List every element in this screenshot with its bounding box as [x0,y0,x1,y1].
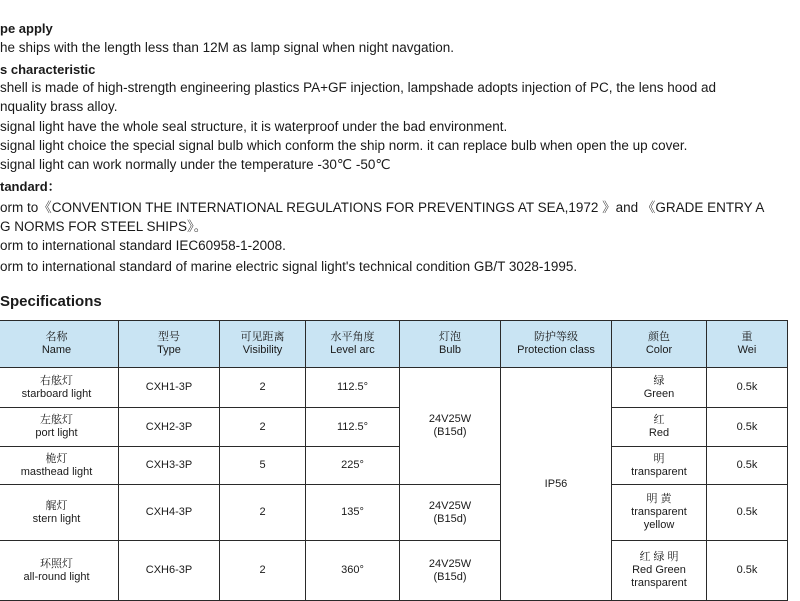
table-header-row [0,321,788,368]
cell-name: 右舷灯 starboard light [0,368,119,408]
doc-line: orm to international standard IEC60958-1-2008. [0,238,286,253]
cell-color: 红 绿 明 Red Green transparent [612,541,707,601]
cell-weight: 0.5k [707,485,788,541]
cell-color: 红 Red [612,408,707,447]
header-type: 型号 Type [119,321,220,368]
table-row [0,408,788,447]
table-row [0,447,788,485]
doc-line: orm to《CONVENTION THE INTERNATIONAL REGULATIONS FOR PREVENTINGS AT SEA,1972 》and 《GRADE ENTRY A [0,200,765,215]
doc-line: shell is made of high-strength engineering plastics PA+GF injection, lampshade adopts injection of PC, the lens hood ad [0,80,717,95]
cell-type: CXH6-3P [119,541,220,601]
doc-line: signal light have the whole seal structure, it is waterproof under the bad environment. [0,119,508,134]
cell-weight: 0.5k [707,368,788,408]
cell-color: 明 transparent [612,447,707,485]
header-color: 颜色 Color [612,321,707,368]
cell-level-arc: 112.5° [306,408,400,447]
section-heading-characteristic: s characteristic [0,62,96,77]
table-row [0,541,788,601]
cell-type: CXH4-3P [119,485,220,541]
specifications-title: Specifications [0,293,102,310]
cell-type: CXH1-3P [119,368,220,408]
cell-level-arc: 360° [306,541,400,601]
cell-weight: 0.5k [707,447,788,485]
doc-line: signal light choice the special signal bulb which conform the ship norm. it can replace bulb when open the up cover. [0,138,688,153]
cell-protection-class: IP56 [501,368,612,601]
header-visibility: 可见距离 Visibility [220,321,306,368]
doc-line: G NORMS FOR STEEL SHIPS》。 [0,219,208,234]
cell-color: 绿 Green [612,368,707,408]
doc-line: signal light can work normally under the temperature -30℃ -50℃ [0,157,391,172]
cell-type: CXH2-3P [119,408,220,447]
cell-name: 环照灯 all-round light [0,541,119,601]
header-bulb: 灯泡 Bulb [400,321,501,368]
table-row [0,485,788,541]
cell-level-arc: 225° [306,447,400,485]
section-heading-standard: tandard： [0,179,61,194]
doc-line: he ships with the length less than 12M as lamp signal when night navgation. [0,40,455,55]
table-row [0,368,788,408]
cell-visibility: 2 [220,368,306,408]
cell-bulb: 24V25W (B15d) [400,485,501,541]
cell-visibility: 5 [220,447,306,485]
cell-level-arc: 112.5° [306,368,400,408]
cell-visibility: 2 [220,485,306,541]
specifications-table [0,320,788,601]
cell-visibility: 2 [220,408,306,447]
cell-bulb: 24V25W (B15d) [400,368,501,485]
cell-bulb: 24V25W (B15d) [400,541,501,601]
header-weight: 重 Wei [707,321,788,368]
header-name: 名称 Name [0,321,119,368]
cell-color: 明 黄 transparent yellow [612,485,707,541]
cell-visibility: 2 [220,541,306,601]
cell-name: 桅灯 masthead light [0,447,119,485]
header-protection-class: 防护等级 Protection class [501,321,612,368]
header-level-arc: 水平角度 Level arc [306,321,400,368]
cell-level-arc: 135° [306,485,400,541]
section-heading-scope: pe apply [0,21,53,36]
doc-line: nquality brass alloy. [0,99,118,114]
cell-name: 左舷灯 port light [0,408,119,447]
cell-type: CXH3-3P [119,447,220,485]
cell-weight: 0.5k [707,408,788,447]
cell-name: 艉灯 stern light [0,485,119,541]
doc-line: orm to international standard of marine electric signal light's technical condition GB/T 3028-1995. [0,259,578,274]
cell-weight: 0.5k [707,541,788,601]
